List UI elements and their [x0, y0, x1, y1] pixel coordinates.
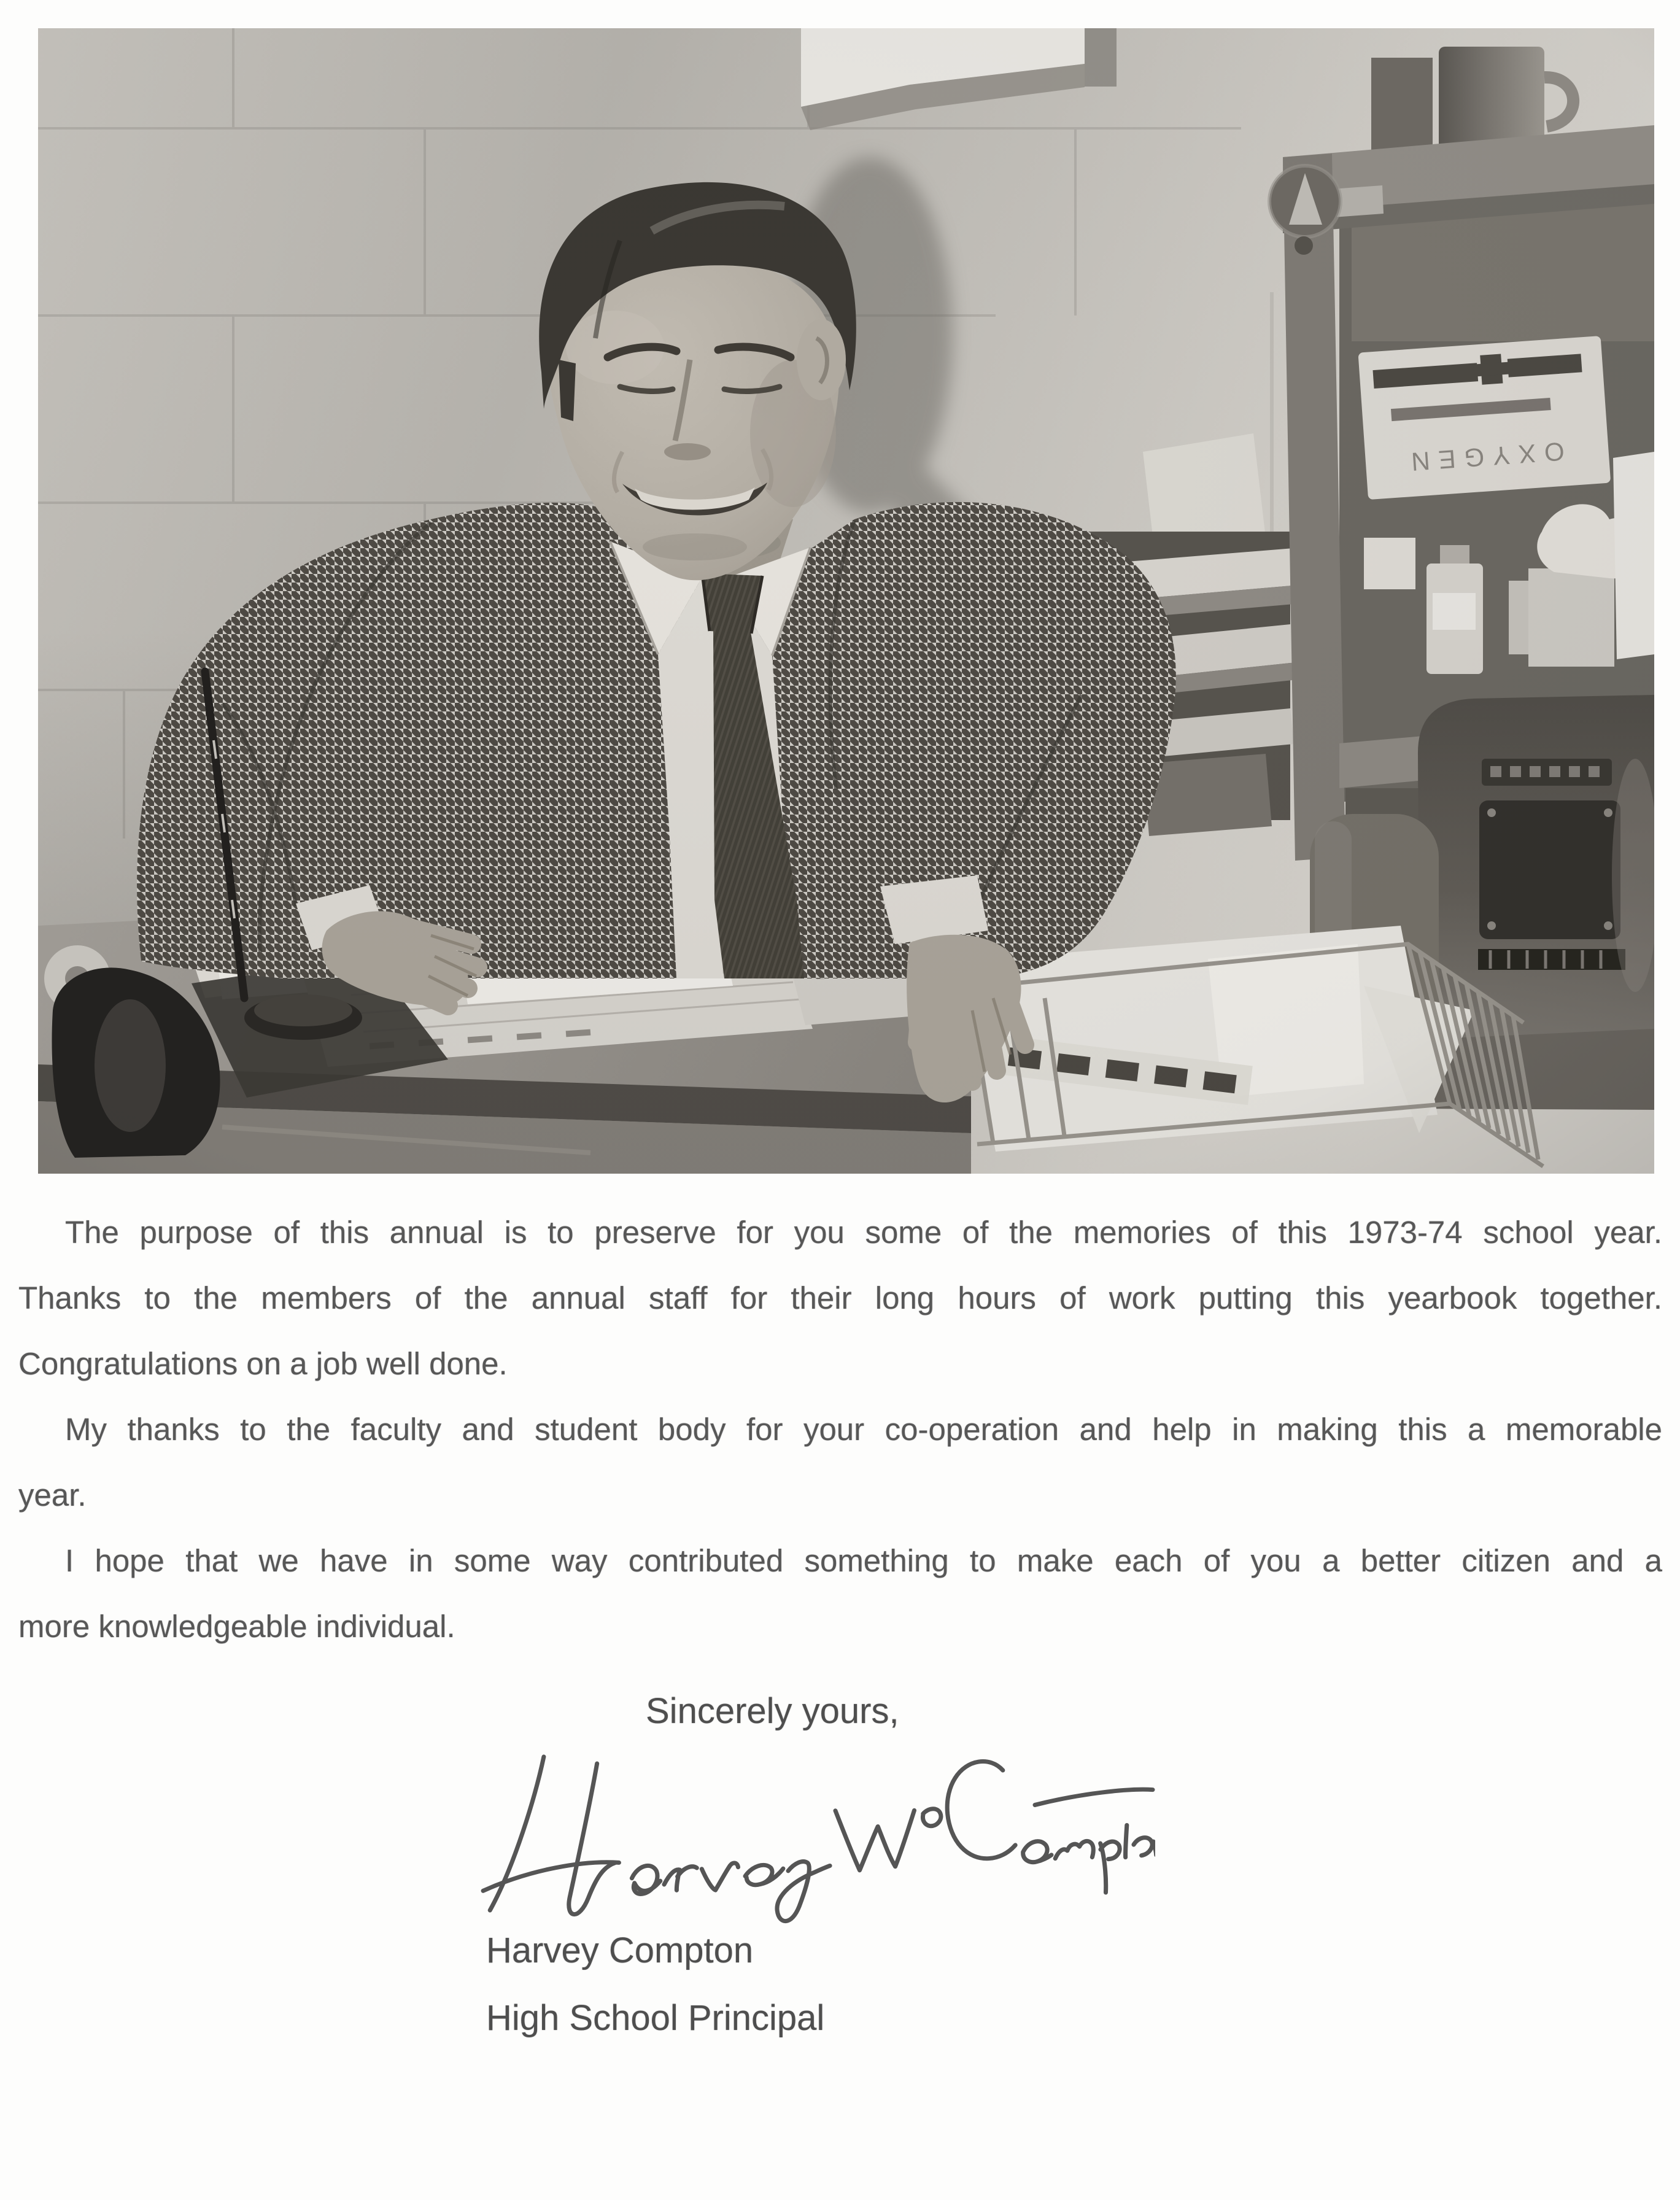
letter-closing: Sincerely yours, [646, 1691, 899, 1731]
photo-scene [38, 28, 1654, 1174]
signature-strokes [479, 1738, 1155, 1924]
letter-line-4: My thanks to the faculty and student body for your co-operation and help in making this a memorable [65, 1412, 1662, 1447]
letter-line-1: The purpose of this annual is to preserve for you some of the memories of this 1973-74 school year. [65, 1215, 1662, 1250]
principal-photo [38, 28, 1654, 1174]
photo-vignette [38, 28, 1654, 1174]
letter-line-6: I hope that we have in some way contributed something to make each of you a better citizen and a [65, 1543, 1662, 1578]
letter-line-5: year. [18, 1478, 87, 1512]
signature [478, 1738, 1155, 1924]
typed-name: Harvey Compton [486, 1931, 754, 1970]
principal-letter [18, 1199, 1662, 1659]
typed-title: High School Principal [486, 1998, 825, 2038]
letter-line-7: more knowledgeable individual. [18, 1609, 455, 1644]
letter-line-3: Congratulations on a job well done. [18, 1346, 508, 1381]
letter-line-2: Thanks to the members of the annual staff for their long hours of work putting this yearbook together. [18, 1280, 1662, 1315]
